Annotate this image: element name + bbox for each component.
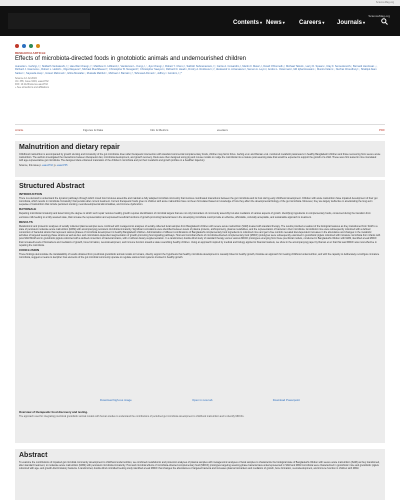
introduction-text: There is a demand to understand the dynamic pathways through which mixed food mixtures assemble and maintain a fully adapted microbial community that involves coordinated interactions between the gut microbiota and its host during early childhood development. Children with acute malnutrition have impaired development of their gut microbiota, which results in microbiota 'immaturity' that persists after current treatment. Current therapeutic foods given to children with acute malnutrition have not been formulated based on knowledge of how they affect the developmental biology of the gut microbiota. Moreover, they are largely ineffective in ameliorating the long-term sequelae of malnutrition that include persistent stunting, neurodevelopmental abnormalities, and immune dysfunction.: [19, 197, 378, 207]
nav-news-label: News: [266, 20, 282, 26]
meta-journal: Science 12 Jul 2019:: [15, 76, 38, 80]
chevron-down-icon: ▾: [363, 20, 366, 25]
cite-prefix: Science, this issue p.: [19, 164, 42, 168]
author-list[interactable]: Jeanette L. Gehrig¹,²,³, Siddarth Venkatesh¹,²,³, Hao-Wei Chang¹,²,³, Matthew C. Hibberd¹,², Vanderson L. Kung¹,²,⁴, Jiye Cheng¹,², Robert Y. Chen¹,², Sathish Subramanian¹,²,³, Carrie A. Cowardin¹,², Martin F. Meier¹,², David O'Donnell¹,², Michael Talcott⁵, Larry D. Spears⁶, Clay F. Semenkovich⁶, Bernard Henrissat⁷,⁸, Richard J. Giannone⁹, Robert L. Hettich⁹, Olga Ilkayeva¹⁰, Michael Muehlbauer¹⁰, Christopher B. Newgard¹⁰, Christopher Sawyer¹¹, Richard D. Head¹¹, Dmitry A. Rodionov¹²,¹³, Aleksandr A. Arzamasov¹², Semen A. Leyn¹², Andrei L. Osterman¹², Md Iqbal Hossain¹⁴, Munirul Islam¹⁴, Nuzhat Choudhury¹⁴, Shafiqul Alam Sarker¹⁴, Sayeeda Huq¹⁴, Imteaz Mahmud¹⁴, Ishita Mostafa¹⁴, Mustafa Mahfuz¹⁴, Michael J. Barratt¹,²,³, Tahmeed Ahmed¹⁴, Jeffrey I. Gordon¹,²,³,*: [15, 65, 378, 75]
figure-caption: The approach used for integrating preclinical gnotobiotic animal models with human studies to understand the contributions of perturbed gut microbiota development to childhood malnutrition and to identify MDCFs.: [19, 415, 245, 418]
chevron-down-icon: ▾: [322, 20, 325, 25]
conclusion-heading: CONCLUSION: [19, 247, 40, 252]
nav-contents[interactable]: [233, 20, 262, 26]
editor-summary-box: [15, 141, 385, 177]
site-logo[interactable]: [8, 13, 90, 29]
nav-careers-label: Careers: [299, 20, 322, 26]
nav-journals-label: Journals: [337, 20, 363, 26]
structured-abstract-box: [15, 180, 385, 443]
download-hires-link[interactable]: Download high-res image: [100, 398, 132, 402]
introduction-heading: INTRODUCTION: [19, 192, 42, 196]
article-title: Effects of microbiota-directed foods in gnotobiotic animals and undernourished children: [15, 56, 247, 62]
cite-link-1[interactable]: eaau4732: [42, 164, 53, 168]
search-icon[interactable]: [381, 18, 388, 27]
figure-links: [100, 398, 300, 402]
conclusion-text: These findings demonstrate the translatability of results obtained from preclinical gnotobiotic animal models to humans, directly support the hypothesis that healthy microbiota development is causally linked to healthy growth, illustrate an approach for treating childhood undernutrition, and with the capacity to deliberately reconfigure immature microbiota, suggest a means to decipher how elements of the gut microbial community operate to regulate various host systems involved in healthy growth.: [19, 252, 380, 260]
rationale-heading: RATIONALE: [19, 207, 37, 212]
abstract-body: To examine the contributions of impaired gut microbial community development to childhood undernutrition, we combined metabolomic and proteomic analyses of plasma samples with metagenomic analyses of fecal samples to characterize the biological state of Bangladeshi children with severe acute malnutrition (SAM) as they transitioned, after standard treatment, to moderate acute malnutrition (MAM) with persistent microbiota immaturity. Host and microbial effects of microbiota-directed complementary food (MDCF) prototypes targeting weaning-phase bacterial taxa underrepresented in SAM and MAM microbiota were characterized in gnotobiotic mice and gnotobiotic piglets colonized with age- and growth-discriminatory bacteria. A randomized, double-blind controlled feeding study identified a lead MDCF that changes the abundances of targeted bacteria and increases plasma biomarkers and mediators of growth, bone formation, neurodevelopment, and immune function in children with MAM.: [19, 461, 380, 471]
abstract-heading: Abstract: [19, 452, 48, 459]
download-powerpoint-link[interactable]: Download Powerpoint: [272, 398, 300, 402]
article-tag-icons: [15, 44, 385, 48]
abstract-box: [15, 449, 385, 500]
share-tag-icon[interactable]: [22, 44, 26, 48]
meta-doi[interactable]: DOI: 10.1126/science.aau4732: [15, 82, 48, 86]
chevron-down-icon: ▾: [260, 20, 263, 25]
article-header: [15, 44, 385, 89]
cite-mid: ; p.: [52, 164, 57, 168]
summary-body: Childhood malnutrition is accompanied by growth stunting and immaturity of the gut microbiota. Even after therapeutic intervention with standard commercial complementary foods, children may fail to thrive. Gehrig et al. and Raman et al. monitored metabolic parameters in healthy Bangladeshi children and those recovering from severe acute malnutrition. The authors investigated the interactions between therapeutic diet, microbiota development, and growth recovery. Diets were then designed using pig and mouse models to nudge the microbiota into a mature post-weaning state that would be expected to support the growth of a child. These were first tested in mice inoculated with age-representative gut microbiota. The designed diets enhanced maturation of the children's microbiota and put their metabolic and growth profiles on a healthier trajectory.: [19, 153, 381, 163]
summary-heading: Malnutrition and dietary repair: [19, 144, 120, 151]
tab-figures-data[interactable]: Figures & Data: [83, 128, 104, 132]
structured-abstract-heading: Structured Abstract: [19, 183, 85, 190]
summary-citation: [19, 164, 381, 167]
main-navigation-bar: [0, 6, 400, 36]
open-new-tab-link[interactable]: Open in new tab: [192, 398, 213, 402]
nav-contents-label: Contents: [233, 20, 259, 26]
tab-info-metrics[interactable]: Info & Metrics: [150, 128, 169, 132]
alert-tag-icon[interactable]: [36, 44, 40, 48]
results-text: Metabolomic and proteomic analyses of serially collected plasma samples were combined with metagenomic analyses of serially collected fecal samples from Bangladeshi children with severe acute malnutrition (SAM) treated with standard therapy. The results provided a readout of the biological features as they transitioned from SAM to a state of persistent moderate acute malnutrition (MAM) with accompanying persistent microbiota immaturity. Significant correlations were identified between levels of plasma proteins, anthropometry, plasma metabolites, and the representation of bacteria in their microbiota. Gnotobiotic mice were subsequently colonized with a defined consortium of bacterial strains that represent various phases of microbiota development in healthy Bangladeshi children. Administration of different combinations of Bangladeshi complementary food ingredients to colonized mice and germ-free controls revealed diet-dependent increases in the abundance and changes in the metabolic activities of targeted weaning-phase strains as well as diet- and colonization-dependent augmentation of growth-promoting host signaling pathways. Host and microbial effects of microbiota-directed complementary food (MDCF) prototypes were subsequently examined in gnotobiotic piglets colonized with immature microbiota from infants with post-SAM MAM and in gnotobiotic piglets colonized with a defined consortium of bacterial strains, with or without dietary supplementation. In a randomized, double-blind study of standard therapy versus various MDCF prototypes emerging from these preclinical models, conducted in Bangladeshi children with MAM, identified a lead MDCF that increased levels of biomarkers and mediators of growth, bone formation, neurodevelopment, and immune function toward a state resembling healthy children. Using an approach inspired by medical and biology applied to financial markets, we show in the accompanying paper by Raman et al. that this lead MDCF was most effective in repairing the microbiota.: [19, 224, 381, 247]
top-utility-text: ScienceMag.org: [375, 1, 394, 4]
rationale-text: Repairing microbiota immaturity and determining the degree to which such repair restores healthy growth requires identification of microbial targets that are not only biomarkers of community assembly but also mediators of various aspects of growth. Identifying ingredients in complementary foods, consumed during the transition from exclusive milk feeding to a fully weaned state, that increase the representation and expressed beneficial functions of growth-promoting bacterial taxa in the developing microbiota could provide an effective, affordable, culturally acceptable, and sustainable approach to treatment.: [19, 212, 371, 219]
site-label: ScienceMag.org: [368, 14, 390, 18]
article-meta: [15, 77, 385, 89]
meta-see-all-authors[interactable]: + See all authors and affiliations: [15, 85, 49, 89]
meta-volume: Vol. 365, Issue 6449, eaau4732: [15, 79, 49, 83]
research-tag-icon[interactable]: [15, 44, 19, 48]
figure-title: Overview of therapeutic food discovery and testing.: [19, 410, 88, 414]
nav-careers[interactable]: [299, 20, 324, 26]
cite-link-2[interactable]: eaau4735: [56, 164, 68, 168]
article-section-label: RESEARCH ARTICLE: [15, 51, 46, 55]
access-tag-icon[interactable]: [29, 44, 33, 48]
nav-journals[interactable]: [337, 20, 365, 26]
tab-article[interactable]: Article: [15, 128, 24, 132]
nav-news[interactable]: [266, 20, 285, 26]
tab-pdf[interactable]: PDF: [379, 128, 385, 132]
article-tabs: [15, 124, 385, 135]
chevron-down-icon: ▾: [282, 20, 285, 25]
results-heading: RESULTS: [19, 219, 33, 224]
tab-eletters[interactable]: eLetters: [217, 128, 228, 132]
